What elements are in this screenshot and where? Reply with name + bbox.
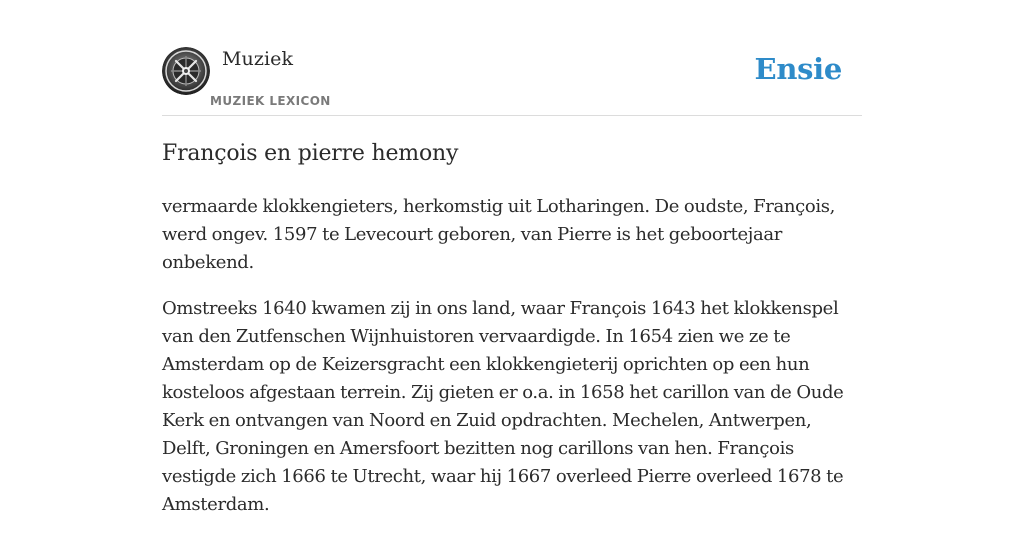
category-subtitle: MUZIEK LEXICON [210,94,331,108]
entry-content [162,193,862,537]
category-avatar-icon[interactable] [162,47,210,95]
entry-paragraph-1: vermaarde klokkengieters, herkomstig uit Lotharingen. De oudste, François, werd ongev. 1597 te Levecourt geboren, van Pierre is het geboortejaar onbekend. [162,196,836,273]
brand-logo[interactable]: Ensie [754,52,842,86]
header-divider [162,115,862,116]
entry-paragraph-2: Omstreeks 1640 kwamen zij in ons land, waar François 1643 het klokkenspel van den Zutfenschen Wijnhuistoren vervaardigde. In 1654 zien we ze te Amsterdam op de Keizersgracht een klokkengieterij oprichten op een hun kosteloos afgestaan terrein. Zij gieten er o.a. in 1658 het carillon van de Oude Kerk en ontvangen van Noord en Zuid opdrachten. Mechelen, Antwerpen, Delft, Groningen en Amersfoort bezitten nog carillons van hen. François vestigde zich 1666 te Utrecht, waar hij 1667 overleed Pierre overleed 1678 te Amsterdam. [162,298,844,515]
page-header [162,46,862,116]
entry-title: François en pierre hemony [162,141,459,166]
category-title[interactable]: Muziek [222,48,294,70]
